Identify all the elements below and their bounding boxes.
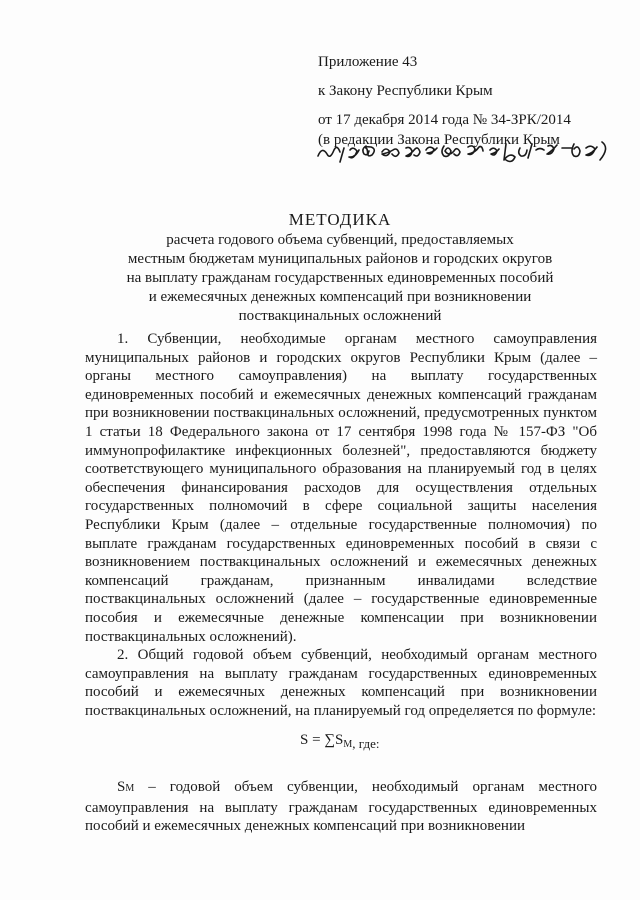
formula-term: S <box>335 732 344 748</box>
paragraph-2: 2. Общий годовой объем субвенций, необходимый органам местного самоуправления на выплату гражданам государственных единовременных пособий и ежемесячных денежных компенсаций при возникновении поствакцинальных осложнений, на планируемый год определяется по формуле: <box>85 647 597 719</box>
appendix-law-date: от 17 декабря 2014 года № 34-ЗРК/2014 <box>318 112 571 128</box>
formula-suffix: , где: <box>352 736 380 751</box>
title-line-5: поствакцинальных осложнений <box>238 308 442 324</box>
formula-lhs: S <box>300 732 309 748</box>
title-line-4: и ежемесячных денежных компенсаций при возникновении <box>148 289 532 305</box>
definition-sm <box>85 778 597 836</box>
title-line-1: расчета годового объема субвенций, предоставляемых <box>166 232 514 248</box>
definition-symbol: S <box>117 779 126 795</box>
appendix-header <box>318 52 618 150</box>
document-title-block <box>100 210 580 326</box>
formula <box>300 732 379 749</box>
title-line-3: на выплату гражданам государственных единовременных пособий <box>126 270 554 286</box>
paragraph-1: 1. Субвенции, необходимые органам местного самоуправления муниципальных районов и городских округов Республики Крым (далее – органы местного самоуправления) на выплату государственных единовременных пособий и ежемесячных денежных компенсаций гражданам при возникновении поствакцинальных осложнений, предусмотренных пунктом 1 статьи 18 Федерального закона от 17 сентября 1998 года № 157-ФЗ "Об иммунопрофилактике инфекционных болезней", предоставляются бюджету соответствующего муниципального образования на планируемый год в целях обеспечения финансирования расходов для осуществления отдельных государственных полномочий в сфере социальной защиты населения Республики Крым (далее – отдельные государственные полномочия) по выплате гражданам государственных единовременных пособий в связи с возникновением поствакцинальных осложнений и ежемесячных денежных компенсаций гражданам, признанным инвалидами вследствие поствакцинальных осложнений (далее – государственные единовременные пособия и ежемесячные денежные компенсации при возникновении поствакцинальных осложнений). <box>85 331 597 645</box>
handwriting-scribble-icon <box>314 138 614 166</box>
appendix-revision: (в редакции Закона Республики Крым <box>318 132 560 148</box>
formula-term-subscript: М <box>343 739 353 750</box>
appendix-number: Приложение 43 <box>318 54 418 70</box>
title-line-2: местным бюджетам муниципальных районов и городских округов <box>127 251 553 267</box>
formula-sum-symbol: ∑ <box>324 732 336 748</box>
handwritten-revision-note <box>314 138 614 166</box>
definition-block <box>85 778 597 836</box>
definition-symbol-subscript: М <box>125 783 135 794</box>
document-title: МЕТОДИКА <box>288 210 392 229</box>
appendix-law-ref: к Закону Республики Крым <box>318 83 493 99</box>
formula-equals: = <box>308 732 325 748</box>
definition-text: – годовой объем субвенции, необходимый органам местного самоуправления на выплату гражданам государственных единовременных пособий и ежемесячных денежных компенсаций при возникновении <box>85 779 597 835</box>
document-body <box>85 330 597 720</box>
